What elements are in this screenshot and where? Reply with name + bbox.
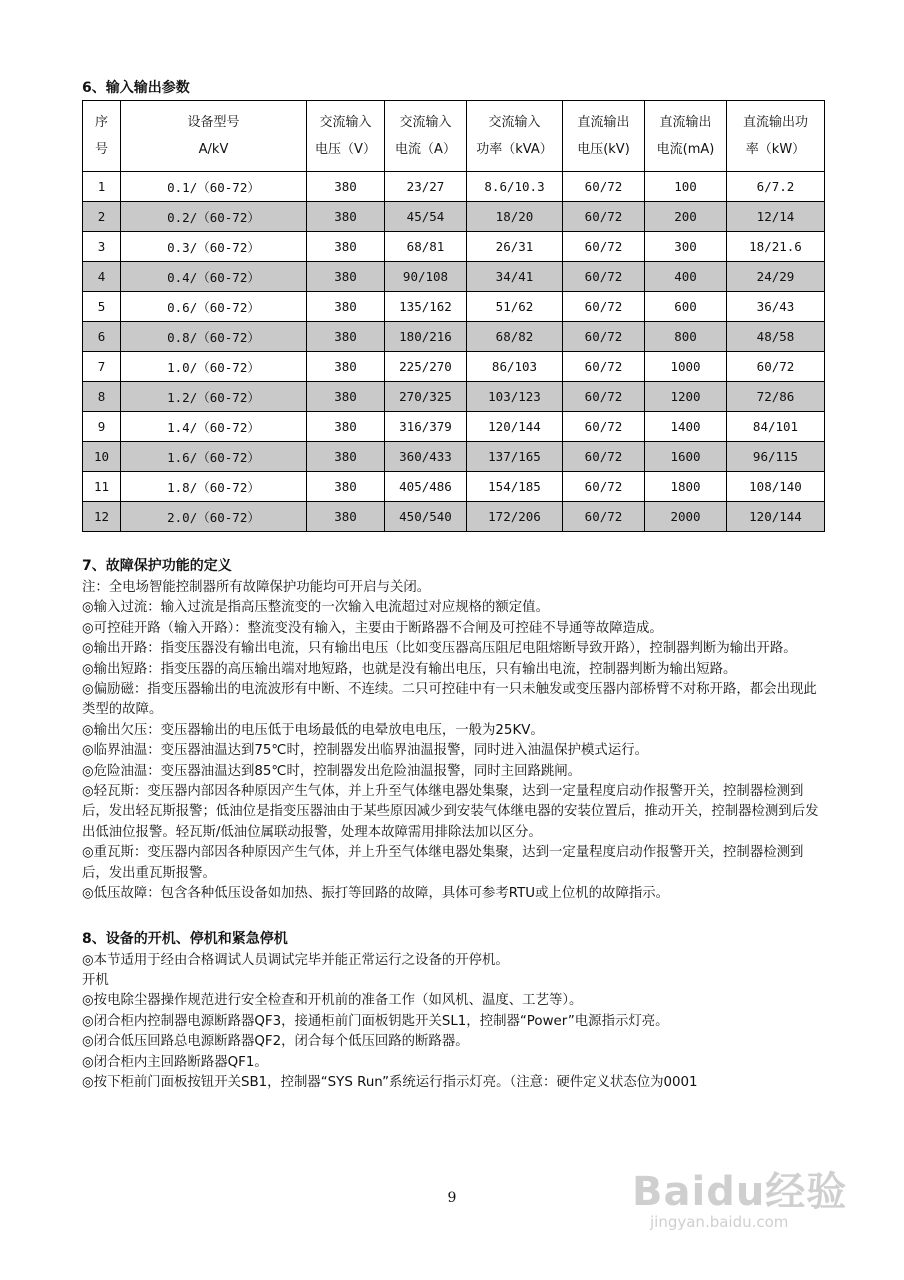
table-cell: 380	[307, 502, 385, 532]
table-cell: 108/140	[727, 472, 825, 502]
table-cell: 90/108	[385, 262, 467, 292]
table-cell: 135/162	[385, 292, 467, 322]
paragraph: ◎按电除尘器操作规范进行安全检查和开机前的准备工作（如风机、温度、工艺等）。	[82, 993, 583, 1009]
table-row	[83, 232, 825, 262]
table-cell: 5	[83, 292, 121, 322]
table-cell: 6/7.2	[727, 172, 825, 202]
table-cell: 450/540	[385, 502, 467, 532]
table-cell: 48/58	[727, 322, 825, 352]
table-cell: 0.6/（60-72）	[121, 292, 307, 322]
table-header-row	[83, 101, 825, 172]
table-cell: 60/72	[563, 322, 645, 352]
table-cell: 120/144	[727, 502, 825, 532]
table-cell: 0.2/（60-72）	[121, 202, 307, 232]
table-header-cell	[645, 101, 727, 172]
table-cell: 12	[83, 502, 121, 532]
table-cell: 2.0/（60-72）	[121, 502, 307, 532]
paragraph: ◎可控硅开路（输入开路）：整流变没有输入，主要由于断路器不合闸及可控硅不导通等故障造成。	[82, 620, 663, 636]
table-header-line: 号	[94, 142, 108, 157]
table-header-line: 电压(kV)	[577, 142, 630, 157]
table-cell: 137/165	[467, 442, 563, 472]
table-cell: 154/185	[467, 472, 563, 502]
table-cell: 34/41	[467, 262, 563, 292]
table-cell: 60/72	[563, 352, 645, 382]
table-body	[83, 172, 825, 532]
table-cell: 200	[645, 202, 727, 232]
table-row	[83, 472, 825, 502]
table-cell: 1600	[645, 442, 727, 472]
table-row	[83, 202, 825, 232]
table-header-line: 直流输出	[659, 115, 712, 130]
table-header-cell	[467, 101, 563, 172]
table-header-line: 交流输入	[488, 115, 541, 130]
section-8	[82, 929, 826, 1094]
paragraph: ◎按下柜前门面板按钮开关SB1，控制器“SYS Run”系统运行指示灯亮。（注意：硬件定义状态位为0001	[82, 1074, 698, 1090]
table-header-line: 率（kW）	[745, 142, 806, 157]
paragraph: 注：全电场智能控制器所有故障保护功能均可开启与关闭。	[82, 580, 431, 595]
table-cell: 2	[83, 202, 121, 232]
table-cell: 0.4/（60-72）	[121, 262, 307, 292]
table-cell: 60/72	[563, 202, 645, 232]
table-cell: 60/72	[563, 382, 645, 412]
page-number: 9	[447, 1190, 457, 1206]
paragraph: ◎危险油温：变压器油温达到85℃时，控制器发出危险油温报警，同时主回路跳闸。	[82, 763, 582, 779]
table-cell: 8.6/10.3	[467, 172, 563, 202]
table-cell: 405/486	[385, 472, 467, 502]
table-cell: 380	[307, 172, 385, 202]
table-header-line: 直流输出功	[742, 115, 808, 130]
table-cell: 60/72	[727, 352, 825, 382]
table-header-line: 交流输入	[399, 115, 452, 130]
table-cell: 380	[307, 232, 385, 262]
table-cell: 60/72	[563, 472, 645, 502]
table-cell: 84/101	[727, 412, 825, 442]
table-cell: 380	[307, 322, 385, 352]
table-cell: 1.6/（60-72）	[121, 442, 307, 472]
table-cell: 380	[307, 262, 385, 292]
table-cell: 10	[83, 442, 121, 472]
table-cell: 400	[645, 262, 727, 292]
table-cell: 68/81	[385, 232, 467, 262]
table-row	[83, 262, 825, 292]
table-cell: 60/72	[563, 172, 645, 202]
table-cell: 18/20	[467, 202, 563, 232]
table-header-cell	[385, 101, 467, 172]
table-header-line: 功率（kVA）	[476, 142, 553, 157]
table-cell: 1000	[645, 352, 727, 382]
table-cell: 100	[645, 172, 727, 202]
table-cell: 270/325	[385, 382, 467, 412]
table-cell: 380	[307, 382, 385, 412]
table-cell: 45/54	[385, 202, 467, 232]
table-cell: 1200	[645, 382, 727, 412]
table-cell: 26/31	[467, 232, 563, 262]
paragraph: ◎输出开路：指变压器没有输出电流，只有输出电压（比如变压器高压阻尼电阻熔断导致开路），控制器判断为输出开路。	[82, 641, 797, 657]
table-cell: 60/72	[563, 502, 645, 532]
table-cell: 0.3/（60-72）	[121, 232, 307, 262]
watermark-logo-text: Baidu经验	[632, 1169, 848, 1215]
section-7-title: 7、故障保护功能的定义	[82, 558, 232, 574]
table-row	[83, 502, 825, 532]
table-header-line: 电压（V）	[315, 142, 376, 157]
table-cell: 9	[83, 412, 121, 442]
table-header-cell	[727, 101, 825, 172]
document-page	[82, 78, 826, 1093]
table-cell: 380	[307, 292, 385, 322]
table-row	[83, 382, 825, 412]
table-cell: 68/82	[467, 322, 563, 352]
table-cell: 225/270	[385, 352, 467, 382]
table-cell: 600	[645, 292, 727, 322]
table-cell: 2000	[645, 502, 727, 532]
table-cell: 800	[645, 322, 727, 352]
paragraph: ◎本节适用于经由合格调试人员调试完毕并能正常运行之设备的开停机。	[82, 952, 509, 968]
table-header-cell	[563, 101, 645, 172]
section-6-title: 6、输入输出参数	[82, 80, 190, 96]
paragraph: ◎输出短路：指变压器的高压输出端对地短路，也就是没有输出电压，只有输出电流，控制器判断为输出短路。	[82, 661, 737, 677]
table-cell: 60/72	[563, 292, 645, 322]
section-8-title: 8、设备的开机、停机和紧急停机	[82, 930, 288, 947]
table-row	[83, 412, 825, 442]
table-cell: 86/103	[467, 352, 563, 382]
table-cell: 1800	[645, 472, 727, 502]
table-cell: 12/14	[727, 202, 825, 232]
table-row	[83, 292, 825, 322]
table-header-cell	[83, 101, 121, 172]
table-cell: 24/29	[727, 262, 825, 292]
table-cell: 0.1/（60-72）	[121, 172, 307, 202]
table-cell: 51/62	[467, 292, 563, 322]
table-header-line: 直流输出	[577, 115, 630, 130]
table-cell: 11	[83, 472, 121, 502]
table-cell: 380	[307, 202, 385, 232]
table-cell: 172/206	[467, 502, 563, 532]
table-header-cell	[307, 101, 385, 172]
table-cell: 1.4/（60-72）	[121, 412, 307, 442]
table-cell: 1	[83, 172, 121, 202]
table-cell: 1.8/（60-72）	[121, 472, 307, 502]
table-cell: 60/72	[563, 262, 645, 292]
table-cell: 36/43	[727, 292, 825, 322]
table-cell: 96/115	[727, 442, 825, 472]
paragraph: ◎闭合柜内主回路断路器QF1。	[82, 1054, 268, 1070]
paragraph: 开机	[82, 972, 109, 988]
section-8-body	[82, 951, 826, 1094]
paragraph: ◎重瓦斯：变压器内部因各种原因产生气体，并上升至气体继电器处集聚，达到一定量程度启动作报警开关，控制器检测到后，发出重瓦斯报警。	[82, 845, 804, 881]
paragraph: ◎轻瓦斯：变压器内部因各种原因产生气体，并上升至气体继电器处集聚，达到一定量程度启动作报警开关，控制器检测到后，发出轻瓦斯报警；低油位是指变压器油由于某些原因减少到安装气体继电器的安装位置后，推动开关，控制器检测到后发出低油位报警。轻瓦斯/低油位属联动报警，处理本故障需用排除法加以区分。	[82, 784, 819, 840]
table-cell: 380	[307, 412, 385, 442]
watermark-url: jingyan.baidu.com	[650, 1213, 789, 1231]
table-cell: 360/433	[385, 442, 467, 472]
table-header-line: 电流（A）	[395, 142, 456, 157]
table-cell: 1.2/（60-72）	[121, 382, 307, 412]
table-cell: 120/144	[467, 412, 563, 442]
table-row	[83, 352, 825, 382]
parameter-table	[82, 100, 825, 532]
table-cell: 60/72	[563, 442, 645, 472]
table-header-line: 设备型号	[187, 115, 240, 130]
table-cell: 8	[83, 382, 121, 412]
table-cell: 7	[83, 352, 121, 382]
paragraph: ◎闭合柜内控制器电源断路器QF3，接通柜前门面板钥匙开关SL1，控制器“Power”电源指示灯亮。	[82, 1013, 669, 1029]
table-cell: 72/86	[727, 382, 825, 412]
table-cell: 6	[83, 322, 121, 352]
paragraph: ◎闭合低压回路总电源断路器QF2，闭合每个低压回路的断路器。	[82, 1034, 469, 1050]
table-cell: 316/379	[385, 412, 467, 442]
table-cell: 4	[83, 262, 121, 292]
paragraph: ◎输出欠压：变压器输出的电压低于电场最低的电晕放电电压，一般为25KV。	[82, 722, 544, 738]
table-cell: 60/72	[563, 232, 645, 262]
baidu-watermark	[632, 1160, 862, 1250]
table-cell: 1.0/（60-72）	[121, 352, 307, 382]
paragraph: ◎偏励磁：指变压器输出的电流波形有中断、不连续。二只可控硅中有一只未触发或变压器内部桥臂不对称开路，都会出现此类型的故障。	[82, 682, 817, 718]
paragraph: ◎输入过流：输入过流是指高压整流变的一次输入电流超过对应规格的额定值。	[82, 600, 549, 616]
table-cell: 23/27	[385, 172, 467, 202]
table-cell: 1400	[645, 412, 727, 442]
table-cell: 60/72	[563, 412, 645, 442]
table-row	[83, 322, 825, 352]
table-header-cell	[121, 101, 307, 172]
table-cell: 0.8/（60-72）	[121, 322, 307, 352]
table-header-line: 电流(mA)	[656, 142, 715, 157]
table-cell: 380	[307, 352, 385, 382]
table-row	[83, 172, 825, 202]
table-header-line: 交流输入	[319, 115, 372, 130]
table-cell: 180/216	[385, 322, 467, 352]
table-cell: 18/21.6	[727, 232, 825, 262]
table-cell: 300	[645, 232, 727, 262]
table-cell: 380	[307, 472, 385, 502]
section-7	[82, 556, 826, 905]
paragraph: ◎低压故障：包含各种低压设备如加热、振打等回路的故障，具体可参考RTU或上位机的故障指示。	[82, 886, 670, 902]
table-row	[83, 442, 825, 472]
table-cell: 3	[83, 232, 121, 262]
paragraph: ◎临界油温：变压器油温达到75℃时，控制器发出临界油温报警，同时进入油温保护模式运行。	[82, 743, 648, 759]
table-header-line: 序	[94, 115, 108, 130]
table-header-line: A/kV	[198, 142, 229, 157]
section-7-body	[82, 578, 826, 905]
table-cell: 103/123	[467, 382, 563, 412]
table-cell: 380	[307, 442, 385, 472]
